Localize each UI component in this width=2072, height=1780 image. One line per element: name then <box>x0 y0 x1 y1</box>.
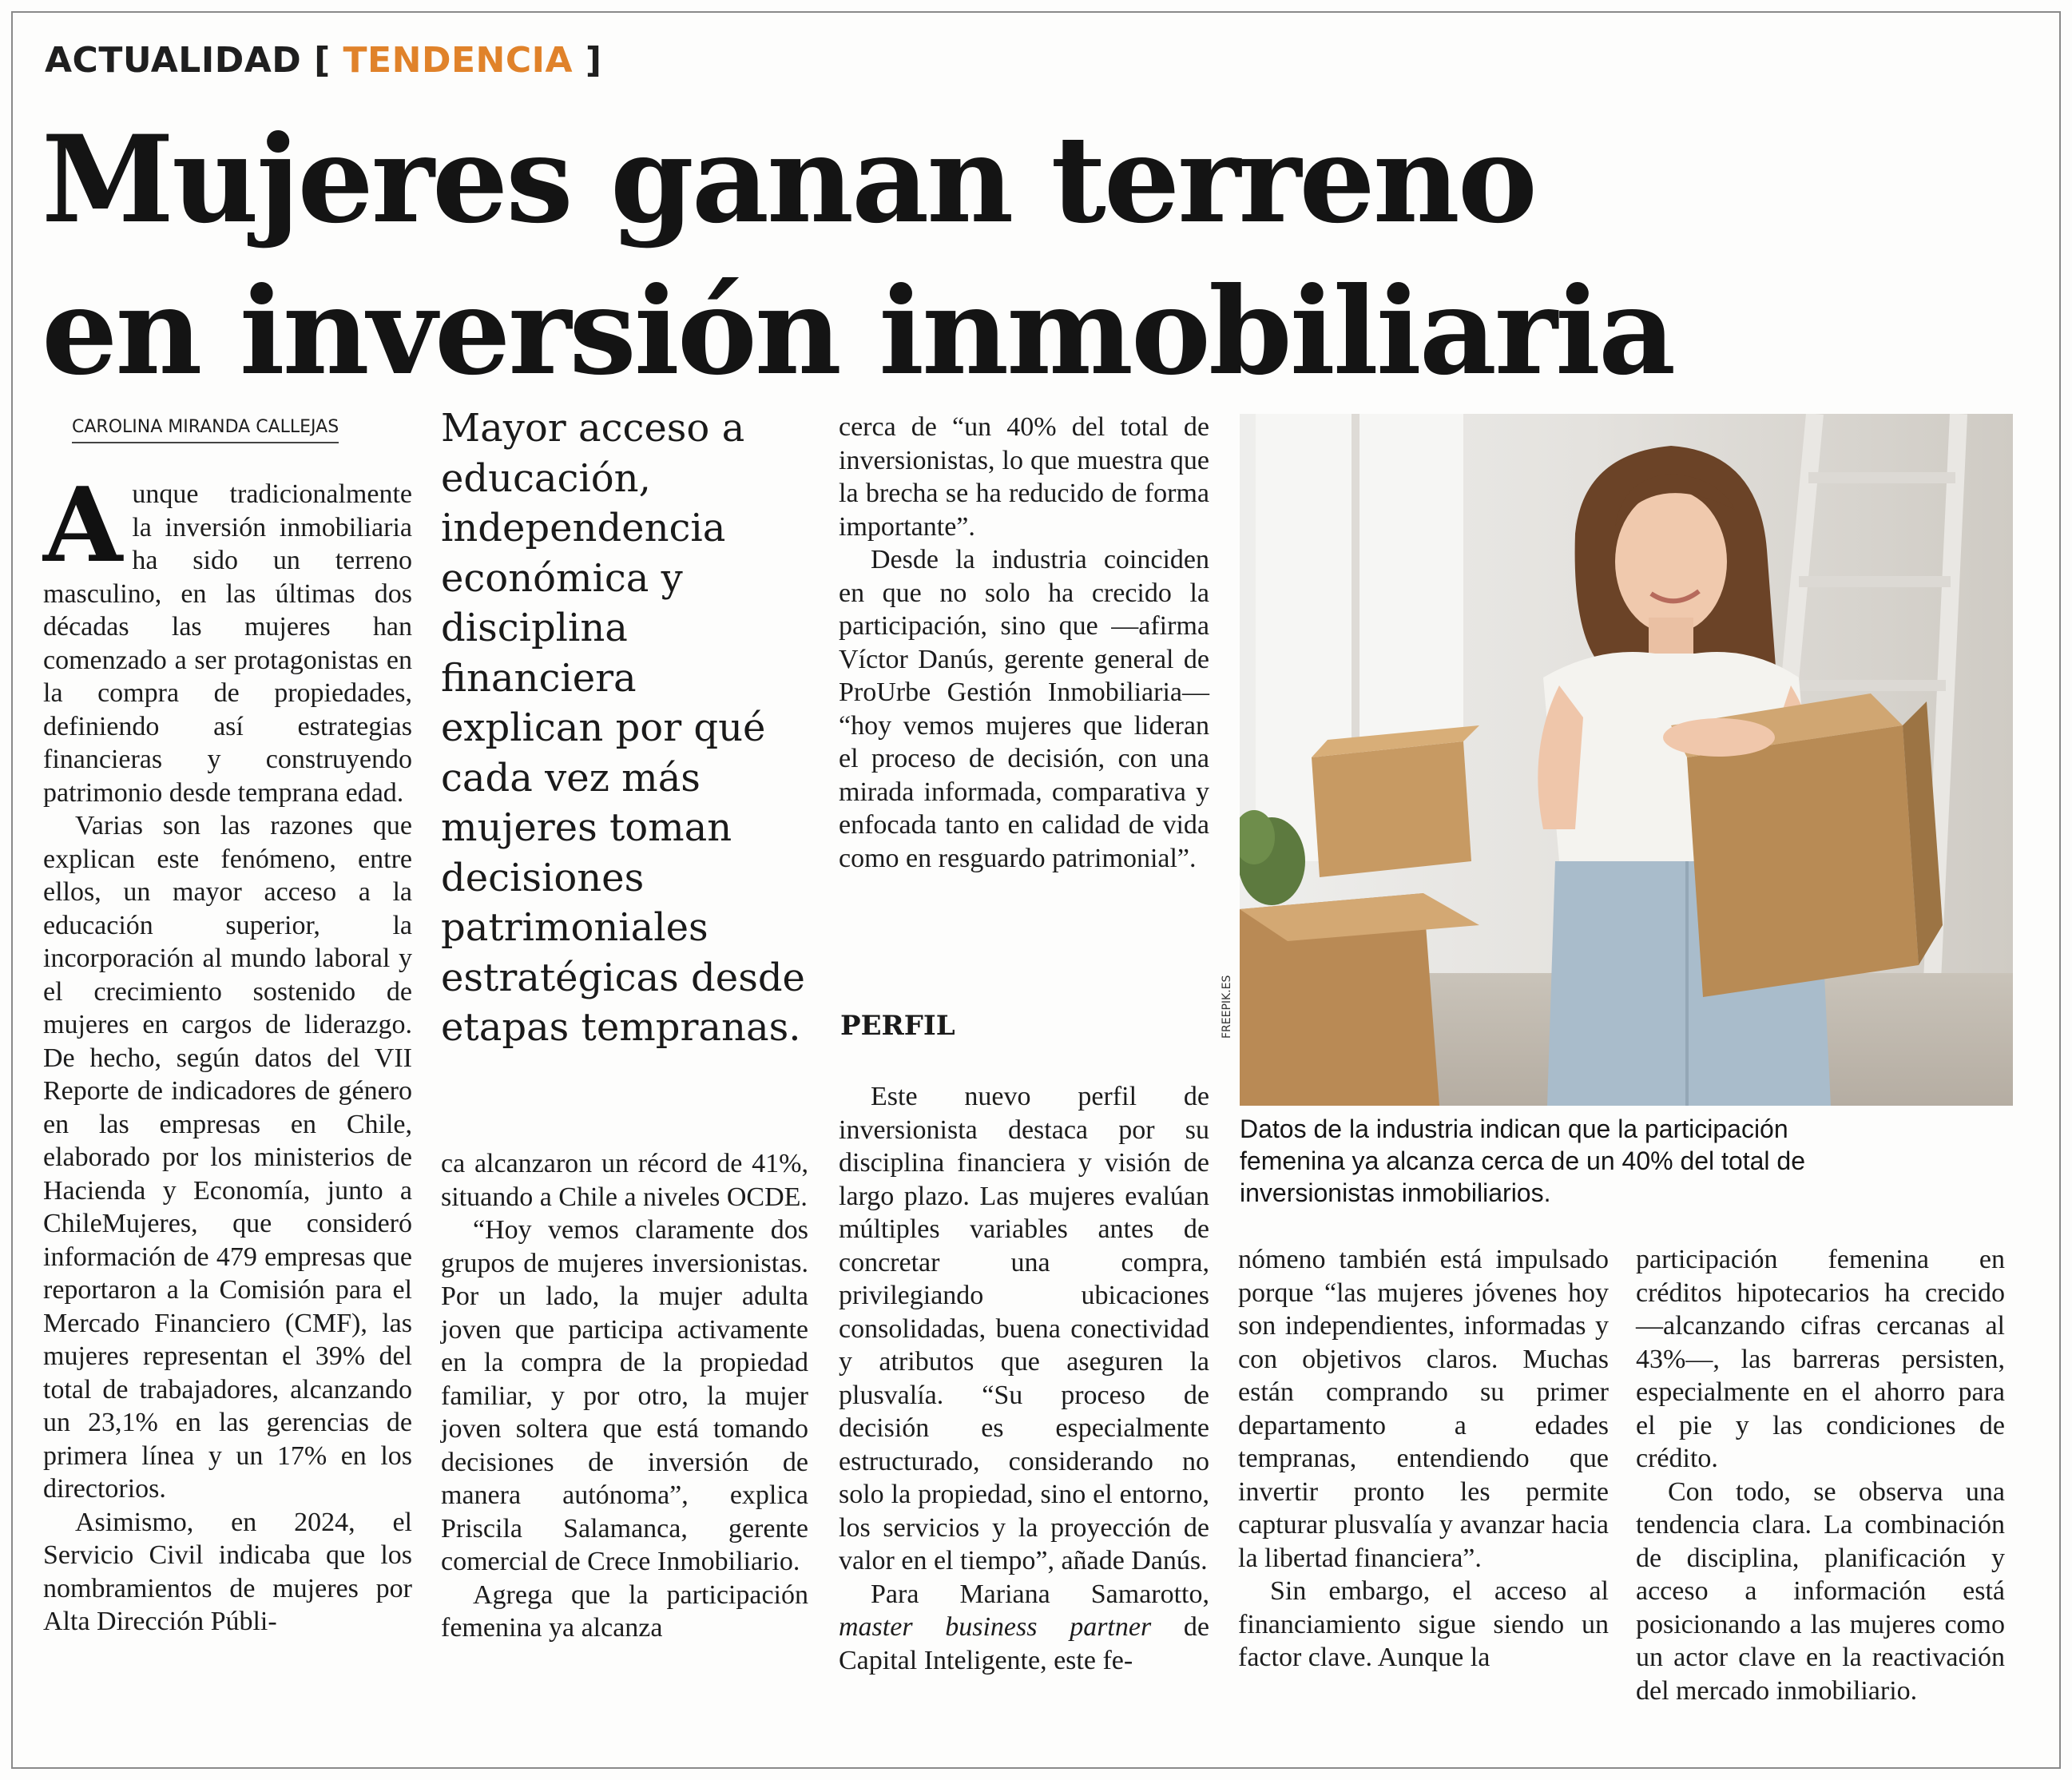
byline: CAROLINA MIRANDA CALLEJAS <box>72 417 339 443</box>
paragraph: Asimismo, en 2024, el Servicio Civil indicaba que los nombramientos de mujeres por Alta Dirección Públi- <box>43 1507 412 1636</box>
paragraph-text: Para Mariana Samarotto, <box>871 1579 1209 1609</box>
headline-line-1: Mujeres ganan terreno <box>42 109 1535 250</box>
pull-quote: Mayor acceso a educación, independencia económica y disciplina financiera explican por qué cada vez más mujeres toman decisiones patrimoniales estratégicas desde etapas tempranas. <box>441 406 805 1050</box>
paragraph: nómeno también está impulsado porque “las mujeres jóvenes hoy son independientes, informadas y con objetivos claros. Muchas están comprando su primer departamento a edades tempranas, entendiendo que invertir pronto les permite capturar plusvalía y avanzar hacia la libertad financiera”. <box>1238 1245 1609 1573</box>
paragraph: Con todo, se observa una tendencia clara. La combinación de disciplina, planificación y acceso a información está posicionando a las mujeres como un actor clave en la reactivación del mercado inmobiliario. <box>1636 1476 2005 1706</box>
paragraph <box>839 1578 1209 1678</box>
paragraph: participación femenina en créditos hipotecarios ha crecido —alcanzando cifras cercanas al 43%—, las barreras persisten, especialmente en el ahorro para el pie y las condiciones de crédito. <box>1636 1245 2005 1473</box>
paragraph: Agrega que la participación femenina ya alcanza <box>441 1579 808 1643</box>
woman-with-box-illustration <box>1240 414 2013 1106</box>
headline <box>42 104 2022 407</box>
paragraph: “Hoy vemos claramente dos grupos de mujeres inversionistas. Por un lado, la mujer adulta joven que participa activamente en la compra de la propiedad familiar, y por otro, la mujer joven soltera que está tomando decisiones de inversión de manera autónoma”, explica Priscila Salamanca, gerente comercial de Crece Inmobiliario. <box>441 1215 808 1576</box>
paragraph: Varias son las razones que explican este fenómeno, entre ellos, un mayor acceso a la educación superior, la incorporación al mundo laboral y el crecimiento sostenido de mujeres en cargos de liderazgo. De hecho, según datos del VII Reporte de indicadores de género en las empresas en Chile, elaborado por los ministerios de Hacienda y Economía, junto a ChileMujeres, que consideró información de 479 empresas que reportaron a la Comisión para el Mercado Financiero (CMF), las mujeres representan el 39% del total de trabajadores, alcanzando un 23,1% en las gerencias de primera línea y un 17% en los directorios. <box>43 811 412 1504</box>
article-column-1 <box>43 466 412 1639</box>
emphasis-text: master business partner <box>839 1612 1152 1642</box>
article-column-3-bottom <box>839 1080 1209 1677</box>
article-photo <box>1240 414 2013 1106</box>
paragraph: cerca de “un 40% del total de inversionistas, lo que muestra que la brecha se ha reducido de forma importante”. <box>839 412 1209 542</box>
photo-credit: FREEPIK.ES <box>1221 975 1233 1039</box>
paragraph: ca alcanzaron un récord de 41%, situando a Chile a niveles OCDE. <box>441 1149 808 1212</box>
lead-paragraph <box>43 466 412 809</box>
article-column-5 <box>1636 1243 2005 1707</box>
section-label: ACTUALIDAD <box>45 40 302 81</box>
section-tag: TENDENCIA <box>343 40 574 81</box>
section-subhead: PERFIL <box>840 1010 955 1042</box>
paragraph: Desde la industria coinciden en que no solo ha crecido la participación, sino que —afirma Víctor Danús, gerente general de ProUrbe Gestión Inmobiliaria— “hoy vemos mujeres que lideran el proceso de decisión, con una mirada informada, comparativa y enfocada tanto en calidad de vida como en resguardo patrimonial”. <box>839 545 1209 873</box>
paragraph: Sin embargo, el acceso al financiamiento sigue siendo un factor clave. Aunque la <box>1238 1576 1609 1672</box>
headline-line-2: en inversión inmobiliaria <box>42 261 1674 402</box>
lead-text: unque tradicionalmente la inversión inmobiliaria ha sido un terreno masculino, en las últimas dos décadas las mujeres han comenzado a ser protagonistas en la compra de propiedades, definiendo así estrategias financieras y construyendo patrimonio desde temprana edad. <box>43 479 412 808</box>
paragraph: Este nuevo perfil de inversionista destaca por su disciplina financiera y visión de largo plazo. Las mujeres evalúan múltiples variables antes de concretar una compra, privilegiando ubicaciones consolidadas, buena conectividad y atributos que aseguren la plusvalía. “Su proceso de decisión es especialmente estructurado, considerando no solo la propiedad, sino el entorno, los servicios y la proyección de valor en el tiempo”, añade Danús. <box>839 1082 1209 1575</box>
photo-caption: Datos de la industria indican que la participación femenina ya alcanza cerca de un 40% del total de inversionistas inmobiliarios. <box>1240 1114 1806 1207</box>
drop-cap: A <box>43 466 123 586</box>
section-kicker: ACTUALIDAD [ TENDENCIA ] <box>45 40 602 81</box>
paragraph-text: de Capital Inteligente, este fe- <box>839 1612 1209 1675</box>
article-column-3-top <box>839 411 1209 875</box>
article-column-4 <box>1238 1243 1609 1675</box>
article-column-2 <box>441 1147 808 1645</box>
